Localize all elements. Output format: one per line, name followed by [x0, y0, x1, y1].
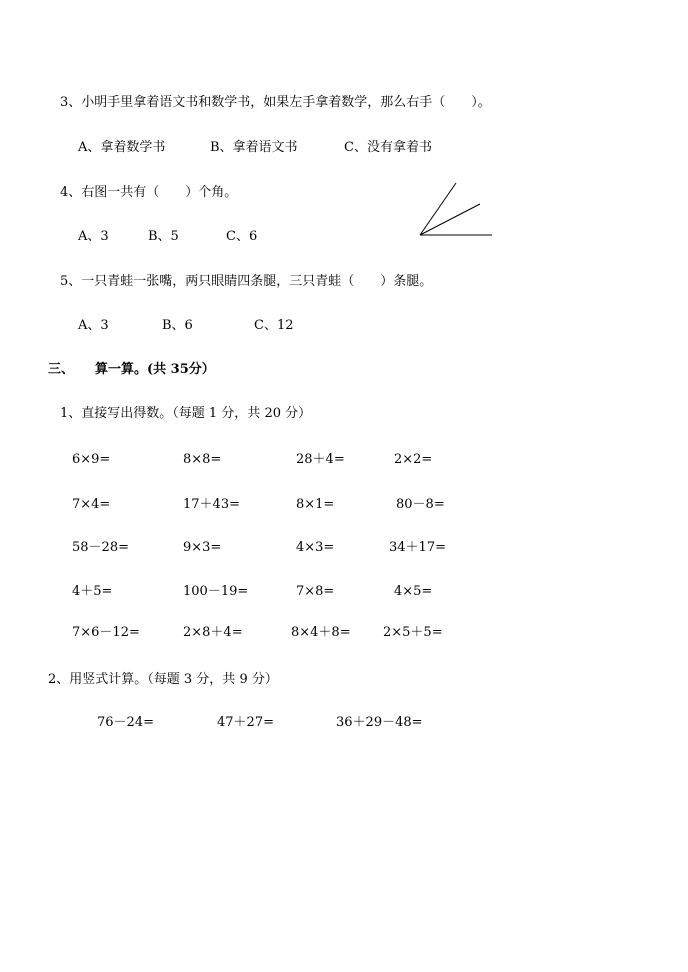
calc-item: 2×5＋5= [383, 625, 443, 640]
question-3-option-b: B、拿着语文书 [210, 140, 298, 155]
calc-item: 8×4＋8= [291, 625, 351, 640]
calc-item: 6×9= [72, 452, 111, 467]
calc-item: 58－28= [72, 540, 129, 555]
calc-item: 4×3= [296, 540, 335, 555]
angle-figure [415, 180, 495, 240]
calc-item: 34＋17= [389, 540, 446, 555]
vertical-calc-item: 36＋29－48= [336, 715, 423, 730]
calc-item: 4＋5= [72, 584, 113, 599]
part-1-title: 1、直接写出得数。（每题 1 分，共 20 分） [60, 406, 312, 421]
question-4-option-b: B、5 [148, 229, 179, 244]
angle-ray-middle [420, 204, 480, 235]
vertical-calc-item: 76－24= [97, 715, 154, 730]
calc-item: 8×8= [183, 452, 222, 467]
calc-item: 7×6－12= [72, 625, 140, 640]
calc-item: 100－19= [183, 584, 249, 599]
question-3-option-a: A、拿着数学书 [78, 140, 166, 155]
calc-item: 7×4= [72, 497, 111, 512]
calc-item: 4×5= [394, 584, 433, 599]
question-3-option-c: C、没有拿着书 [344, 140, 432, 155]
vertical-calc-item: 47＋27= [217, 715, 274, 730]
question-5-option-c: C、12 [254, 318, 294, 333]
part-2-title: 2、用竖式计算。（每题 3 分，共 9 分） [48, 672, 278, 687]
question-5-option-b: B、6 [162, 318, 193, 333]
calc-item: 17＋43= [183, 497, 240, 512]
calc-item: 2×2= [394, 452, 433, 467]
question-5-option-a: A、3 [78, 318, 109, 333]
calc-item: 9×3= [183, 540, 222, 555]
question-4-option-a: A、3 [78, 229, 109, 244]
calc-item: 8×1= [296, 497, 335, 512]
section-number: 三、 [48, 362, 75, 377]
question-5-stem: 5、一只青蛙一张嘴，两只眼睛四条腿，三只青蛙（ ）条腿。 [60, 274, 433, 289]
question-4-stem: 4、右图一共有（ ）个角。 [60, 185, 238, 200]
question-3-stem: 3、小明手里拿着语文书和数学书，如果左手拿着数学，那么右手（ ）。 [60, 95, 491, 110]
calc-item: 80－8= [396, 497, 445, 512]
calc-item: 28＋4= [296, 452, 345, 467]
section-title: 算一算。(共 35分） [95, 362, 215, 377]
question-4-option-c: C、6 [226, 229, 258, 244]
calc-item: 7×8= [296, 584, 335, 599]
calc-item: 2×8＋4= [183, 625, 243, 640]
angle-ray-upper [420, 183, 456, 235]
